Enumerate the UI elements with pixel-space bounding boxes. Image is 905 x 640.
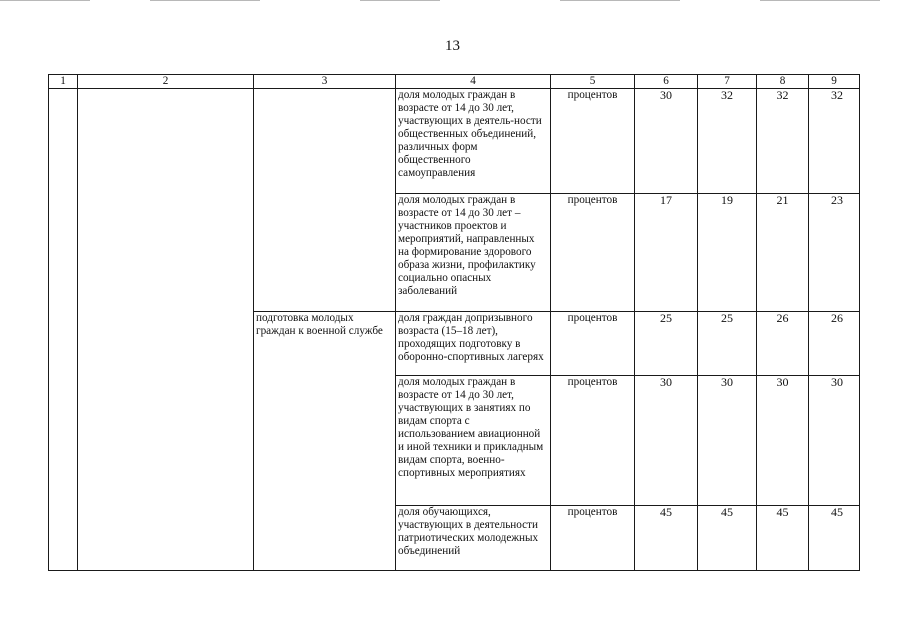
column-header: 8 — [757, 75, 809, 89]
unit-cell: процентов — [551, 376, 635, 506]
table-header-row — [49, 75, 860, 89]
column-header: 1 — [49, 75, 78, 89]
indicator-cell: доля молодых граждан в возрасте от 14 до 30 лет, участвующих в занятиях по видам спорта с использованием авиационной и иной техники и прикладным видам спорта, военно-спортивных мероприятиях — [396, 376, 551, 506]
value-cell: 45 — [635, 506, 698, 571]
unit-cell: процентов — [551, 312, 635, 376]
value-cell: 30 — [635, 376, 698, 506]
unit-cell: процентов — [551, 89, 635, 194]
value-cell: 19 — [698, 194, 757, 312]
unit-cell: процентов — [551, 194, 635, 312]
value-cell: 30 — [809, 376, 860, 506]
indicator-cell: доля молодых граждан в возрасте от 14 до 30 лет, участвующих в деятель-ности общественных объединений, различных форм общественного самоуправления — [396, 89, 551, 194]
indicator-cell: доля граждан допризывного возраста (15–18 лет), проходящих подготовку в оборонно-спортивных лагерях — [396, 312, 551, 376]
value-cell: 45 — [809, 506, 860, 571]
value-cell: 21 — [757, 194, 809, 312]
column-header: 7 — [698, 75, 757, 89]
value-cell: 30 — [757, 376, 809, 506]
value-cell: 45 — [698, 506, 757, 571]
value-cell: 32 — [698, 89, 757, 194]
value-cell: 17 — [635, 194, 698, 312]
column-header: 4 — [396, 75, 551, 89]
value-cell: 26 — [809, 312, 860, 376]
value-cell: 25 — [698, 312, 757, 376]
goal-cell: подготовка молодых граждан к военной службе — [254, 312, 396, 571]
indicator-cell: доля молодых граждан в возрасте от 14 до 30 лет – участников проектов и мероприятий, направленных на формирование здорового образа жизни, профилактику социально опасных заболеваний — [396, 194, 551, 312]
page-number: 13 — [445, 38, 460, 54]
value-cell: 26 — [757, 312, 809, 376]
value-cell: 30 — [635, 89, 698, 194]
unit-cell: процентов — [551, 506, 635, 571]
value-cell: 25 — [635, 312, 698, 376]
value-cell: 32 — [809, 89, 860, 194]
scan-edge-line — [360, 0, 440, 1]
column-header: 6 — [635, 75, 698, 89]
column-header: 9 — [809, 75, 860, 89]
goal-cell — [254, 89, 396, 312]
value-cell: 45 — [757, 506, 809, 571]
value-cell: 32 — [757, 89, 809, 194]
scan-edge-line — [560, 0, 680, 1]
value-cell: 23 — [809, 194, 860, 312]
indicator-cell: доля обучающихся, участвующих в деятельности патриотических молодежных объединений — [396, 506, 551, 571]
column-header: 3 — [254, 75, 396, 89]
col2-cell — [78, 89, 254, 571]
scan-edge-line — [0, 0, 90, 1]
value-cell: 30 — [698, 376, 757, 506]
indicators-table — [48, 74, 860, 571]
scan-edge-line — [760, 0, 880, 1]
col1-cell — [49, 89, 78, 571]
scan-edge-line — [150, 0, 260, 1]
table-row — [49, 89, 860, 194]
column-header: 2 — [78, 75, 254, 89]
column-header: 5 — [551, 75, 635, 89]
